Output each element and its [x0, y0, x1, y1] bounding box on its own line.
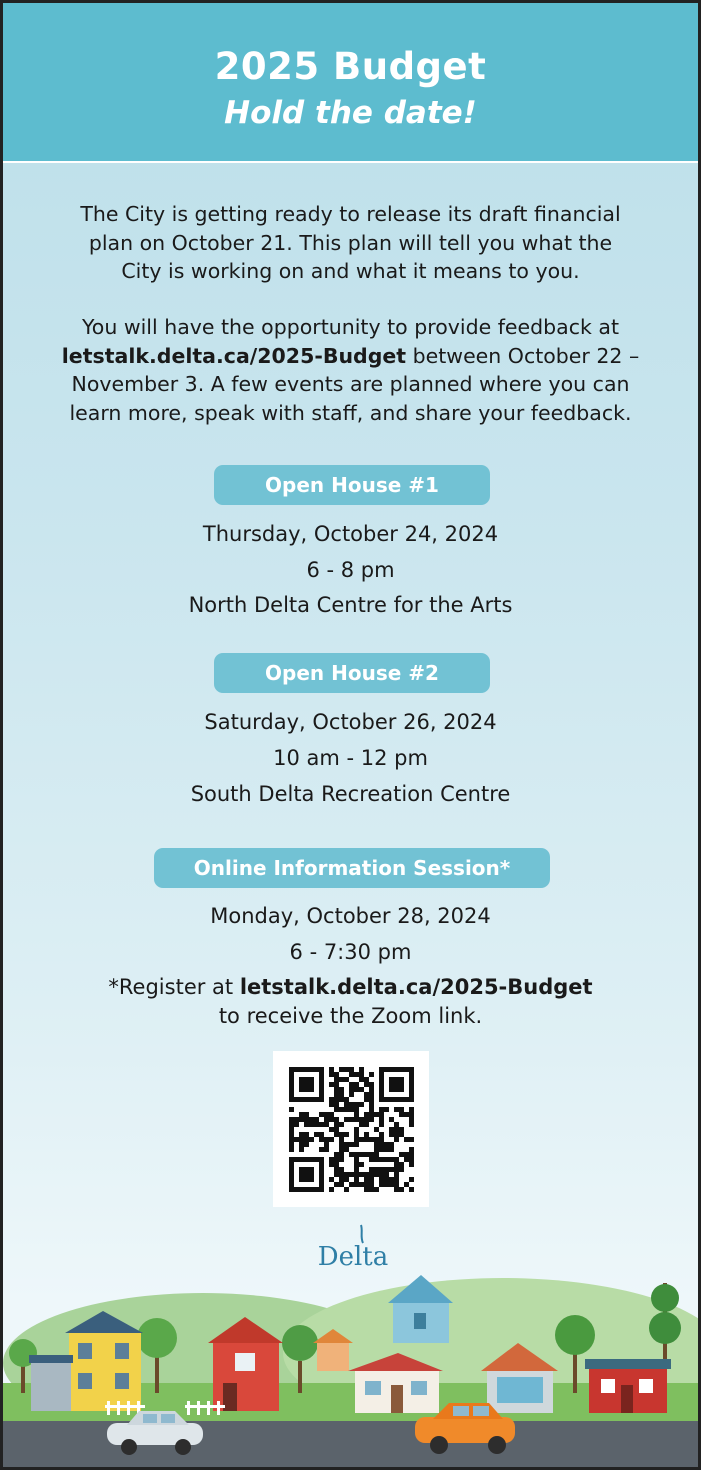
qr-module	[384, 1172, 389, 1177]
qr-module	[369, 1167, 374, 1172]
qr-module	[319, 1122, 324, 1127]
qr-code[interactable]	[273, 1051, 429, 1207]
qr-module	[384, 1177, 389, 1182]
qr-module	[374, 1157, 379, 1162]
qr-module	[409, 1157, 414, 1162]
intro-line: plan on October 21. This plan will tell you what the	[88, 230, 613, 255]
logo-text: Delta	[317, 1242, 389, 1272]
qr-module	[354, 1112, 359, 1117]
qr-code-graphic	[273, 1051, 429, 1207]
qr-module	[399, 1187, 404, 1192]
event-date: Thursday, October 24, 2024	[202, 522, 499, 546]
qr-module	[379, 1112, 384, 1117]
qr-module	[339, 1132, 344, 1137]
qr-module	[334, 1127, 339, 1132]
qr-module	[299, 1117, 304, 1122]
qr-module	[384, 1142, 389, 1147]
qr-module	[309, 1137, 314, 1142]
qr-module	[344, 1132, 349, 1137]
qr-module	[354, 1162, 359, 1167]
qr-module	[349, 1172, 354, 1177]
qr-module	[374, 1137, 379, 1142]
qr-module	[354, 1167, 359, 1172]
qr-module	[394, 1187, 399, 1192]
qr-module	[334, 1172, 339, 1177]
qr-module	[379, 1157, 384, 1162]
qr-module	[364, 1117, 369, 1122]
qr-module	[339, 1167, 344, 1172]
qr-module	[369, 1112, 374, 1117]
qr-module	[394, 1122, 399, 1127]
qr-module	[334, 1082, 339, 1087]
logo-flourish	[361, 1225, 363, 1243]
qr-module	[394, 1167, 399, 1172]
qr-module	[409, 1162, 414, 1167]
qr-module	[309, 1122, 314, 1127]
qr-module	[289, 1147, 294, 1152]
qr-module	[334, 1117, 339, 1122]
qr-module	[399, 1107, 404, 1112]
qr-module	[384, 1107, 389, 1112]
qr-module	[354, 1127, 359, 1132]
qr-module	[304, 1137, 309, 1142]
qr-module	[369, 1177, 374, 1182]
qr-module	[349, 1092, 354, 1097]
qr-module	[309, 1117, 314, 1122]
qr-module	[404, 1182, 409, 1187]
qr-module	[344, 1177, 349, 1182]
qr-module	[374, 1167, 379, 1172]
qr-module	[359, 1172, 364, 1177]
qr-module	[394, 1157, 399, 1162]
qr-module	[364, 1112, 369, 1117]
qr-module	[339, 1137, 344, 1142]
qr-module	[354, 1177, 359, 1182]
qr-module	[359, 1087, 364, 1092]
qr-module	[394, 1127, 399, 1132]
qr-module	[389, 1157, 394, 1162]
qr-module	[329, 1102, 334, 1107]
qr-module	[329, 1067, 334, 1072]
qr-module	[364, 1132, 369, 1137]
register-line	[3, 975, 698, 999]
qr-module	[289, 1107, 294, 1112]
qr-module	[394, 1137, 399, 1142]
qr-module	[314, 1117, 319, 1122]
qr-module	[334, 1182, 339, 1187]
qr-module	[339, 1142, 344, 1147]
qr-module	[329, 1177, 334, 1182]
qr-module	[359, 1117, 364, 1122]
qr-module	[329, 1112, 334, 1117]
qr-module	[374, 1187, 379, 1192]
qr-module	[334, 1097, 339, 1102]
qr-module	[329, 1082, 334, 1087]
qr-module	[369, 1087, 374, 1092]
qr-module	[379, 1142, 384, 1147]
qr-module	[389, 1132, 394, 1137]
qr-module	[344, 1067, 349, 1072]
qr-module	[364, 1077, 369, 1082]
qr-module	[329, 1072, 334, 1077]
qr-module	[374, 1127, 379, 1132]
qr-module	[369, 1172, 374, 1177]
qr-module	[344, 1102, 349, 1107]
qr-module	[339, 1067, 344, 1072]
qr-module	[369, 1092, 374, 1097]
qr-module	[289, 1122, 294, 1127]
qr-module	[374, 1152, 379, 1157]
qr-module	[369, 1107, 374, 1112]
qr-module	[359, 1182, 364, 1187]
qr-module	[319, 1132, 324, 1137]
feedback-line: You will have the opportunity to provide feedback at	[81, 315, 620, 339]
register-prefix: *Register at	[108, 975, 240, 999]
qr-module	[334, 1167, 339, 1172]
qr-module	[319, 1137, 324, 1142]
qr-module	[409, 1147, 414, 1152]
qr-module	[289, 1142, 294, 1147]
qr-module	[289, 1127, 294, 1132]
qr-module	[349, 1072, 354, 1077]
qr-module	[344, 1097, 349, 1102]
qr-module	[329, 1127, 334, 1132]
qr-module	[344, 1107, 349, 1112]
event-date: Monday, October 28, 2024	[210, 904, 491, 928]
qr-module	[409, 1122, 414, 1127]
qr-module	[409, 1137, 414, 1142]
qr-module	[364, 1172, 369, 1177]
qr-module	[304, 1142, 309, 1147]
feedback-link[interactable]: letstalk.delta.ca/2025-Budget	[61, 343, 407, 368]
intro-line: City is working on and what it means to you.	[121, 259, 580, 283]
qr-module	[299, 1112, 304, 1117]
qr-module	[329, 1097, 334, 1102]
qr-module	[369, 1097, 374, 1102]
qr-module	[369, 1102, 374, 1107]
qr-module	[409, 1117, 414, 1122]
qr-module	[289, 1117, 294, 1122]
qr-module	[339, 1087, 344, 1092]
qr-module	[359, 1067, 364, 1072]
qr-module	[319, 1112, 324, 1117]
qr-module	[324, 1142, 329, 1147]
qr-module	[339, 1172, 344, 1177]
qr-module	[319, 1147, 324, 1152]
qr-module	[364, 1092, 369, 1097]
qr-module	[354, 1157, 359, 1162]
event-time: 6 - 8 pm	[306, 558, 395, 582]
qr-module	[339, 1092, 344, 1097]
online-session-badge: Online Information Session*	[154, 848, 550, 888]
qr-module	[399, 1152, 404, 1157]
qr-module	[379, 1177, 384, 1182]
intro-line: The City is getting ready to release its draft financial	[80, 202, 621, 226]
qr-module	[294, 1137, 299, 1142]
qr-module	[349, 1152, 354, 1157]
qr-module	[354, 1142, 359, 1147]
qr-module	[369, 1137, 374, 1142]
qr-module	[364, 1097, 369, 1102]
qr-module	[349, 1082, 354, 1087]
qr-module	[374, 1112, 379, 1117]
qr-module	[339, 1157, 344, 1162]
qr-module	[409, 1107, 414, 1112]
qr-module	[324, 1137, 329, 1142]
qr-module	[329, 1162, 334, 1167]
qr-module	[339, 1182, 344, 1187]
qr-module	[364, 1177, 369, 1182]
qr-module	[359, 1077, 364, 1082]
qr-module	[339, 1122, 344, 1127]
qr-module	[364, 1182, 369, 1187]
qr-module	[334, 1162, 339, 1167]
qr-module	[399, 1127, 404, 1132]
qr-module	[349, 1087, 354, 1092]
qr-module	[324, 1117, 329, 1122]
qr-module	[329, 1137, 334, 1142]
qr-module	[354, 1152, 359, 1157]
qr-module	[339, 1147, 344, 1152]
qr-module	[354, 1087, 359, 1092]
qr-module	[354, 1072, 359, 1077]
qr-module	[354, 1117, 359, 1122]
qr-module	[374, 1172, 379, 1177]
qr-module	[354, 1107, 359, 1112]
qr-module	[369, 1117, 374, 1122]
qr-module	[329, 1117, 334, 1122]
qr-module	[334, 1132, 339, 1137]
qr-module	[389, 1182, 394, 1187]
qr-module	[334, 1092, 339, 1097]
neighborhood-illustration	[3, 1243, 698, 1467]
qr-module	[314, 1122, 319, 1127]
qr-module	[379, 1167, 384, 1172]
road	[3, 1421, 698, 1467]
open-house-2-badge: Open House #2	[214, 653, 490, 693]
feedback-line	[33, 342, 668, 371]
open-house-1-badge: Open House #1	[214, 465, 490, 505]
qr-module	[394, 1182, 399, 1187]
qr-module	[299, 1137, 304, 1142]
qr-module	[379, 1182, 384, 1187]
qr-module	[294, 1122, 299, 1127]
qr-module	[389, 1147, 394, 1152]
qr-module	[354, 1137, 359, 1142]
qr-module	[394, 1132, 399, 1137]
page-subtitle: Hold the date!	[224, 95, 477, 131]
qr-module	[384, 1147, 389, 1152]
qr-module	[354, 1082, 359, 1087]
event-location: North Delta Centre for the Arts	[188, 593, 513, 617]
qr-module	[389, 1077, 404, 1092]
qr-module	[354, 1172, 359, 1177]
qr-module	[389, 1177, 394, 1182]
register-line-2: to receive the Zoom link.	[218, 1004, 483, 1028]
qr-module	[359, 1102, 364, 1107]
qr-module	[324, 1147, 329, 1152]
qr-module	[339, 1107, 344, 1112]
qr-module	[374, 1147, 379, 1152]
qr-module	[344, 1117, 349, 1122]
qr-module	[299, 1167, 314, 1182]
qr-module	[369, 1182, 374, 1187]
qr-module	[344, 1077, 349, 1082]
qr-module	[289, 1132, 294, 1137]
qr-module	[344, 1187, 349, 1192]
event-time: 6 - 7:30 pm	[289, 940, 412, 964]
qr-module	[369, 1082, 374, 1087]
qr-module	[329, 1157, 334, 1162]
qr-module	[399, 1167, 404, 1172]
feedback-line: learn more, speak with staff, and share your feedback.	[69, 400, 632, 425]
qr-module	[339, 1097, 344, 1102]
qr-module	[379, 1132, 384, 1137]
qr-module	[349, 1102, 354, 1107]
qr-module	[299, 1142, 304, 1147]
qr-module	[379, 1107, 384, 1112]
qr-module	[329, 1187, 334, 1192]
qr-module	[349, 1117, 354, 1122]
qr-module	[364, 1122, 369, 1127]
qr-module	[404, 1152, 409, 1157]
qr-module	[404, 1157, 409, 1162]
qr-module	[334, 1122, 339, 1127]
qr-module	[359, 1137, 364, 1142]
qr-module	[364, 1187, 369, 1192]
qr-module	[359, 1162, 364, 1167]
feedback-line-rest: between October 22 –	[406, 343, 640, 368]
qr-module	[359, 1072, 364, 1077]
qr-module	[409, 1152, 414, 1157]
qr-module	[359, 1152, 364, 1157]
qr-module	[299, 1077, 314, 1092]
header-banner	[3, 3, 698, 163]
qr-module	[344, 1142, 349, 1147]
qr-module	[394, 1162, 399, 1167]
house-icon	[585, 1359, 671, 1413]
qr-module	[304, 1112, 309, 1117]
qr-module	[389, 1142, 394, 1147]
qr-module	[299, 1147, 304, 1152]
page-title: 2025 Budget	[214, 45, 487, 88]
qr-module	[409, 1177, 414, 1182]
qr-module	[299, 1132, 304, 1137]
qr-module	[354, 1132, 359, 1137]
qr-module	[389, 1127, 394, 1132]
qr-module	[409, 1187, 414, 1192]
qr-module	[369, 1152, 374, 1157]
qr-module	[379, 1147, 384, 1152]
qr-module	[304, 1122, 309, 1127]
qr-module	[294, 1117, 299, 1122]
qr-module	[339, 1177, 344, 1182]
qr-module	[369, 1187, 374, 1192]
qr-module	[394, 1172, 399, 1177]
qr-module	[404, 1112, 409, 1117]
qr-module	[364, 1137, 369, 1142]
qr-module	[334, 1152, 339, 1157]
event-time: 10 am - 12 pm	[273, 746, 428, 770]
qr-module	[394, 1107, 399, 1112]
intro-paragraph	[33, 200, 668, 286]
qr-module	[379, 1137, 384, 1142]
qr-module	[374, 1142, 379, 1147]
feedback-line: November 3. A few events are planned where you can	[71, 372, 630, 396]
qr-module	[339, 1152, 344, 1157]
qr-module	[324, 1112, 329, 1117]
qr-module	[409, 1112, 414, 1117]
qr-module	[364, 1152, 369, 1157]
qr-module	[349, 1182, 354, 1187]
feedback-paragraph	[33, 313, 668, 427]
qr-module	[389, 1117, 394, 1122]
qr-module	[349, 1067, 354, 1072]
qr-module	[384, 1182, 389, 1187]
qr-module	[339, 1077, 344, 1082]
qr-module	[349, 1107, 354, 1112]
qr-module	[404, 1137, 409, 1142]
qr-module	[304, 1132, 309, 1137]
qr-module	[379, 1122, 384, 1127]
register-link[interactable]: letstalk.delta.ca/2025-Budget	[239, 975, 593, 999]
qr-module	[344, 1172, 349, 1177]
qr-module	[334, 1107, 339, 1112]
qr-module	[289, 1137, 294, 1142]
qr-module	[334, 1077, 339, 1082]
qr-module	[314, 1132, 319, 1137]
qr-module	[354, 1102, 359, 1107]
event-date: Saturday, October 26, 2024	[204, 710, 497, 734]
qr-module	[399, 1162, 404, 1167]
qr-module	[399, 1112, 404, 1117]
qr-module	[384, 1167, 389, 1172]
qr-module	[324, 1122, 329, 1127]
qr-module	[389, 1167, 394, 1172]
qr-module	[334, 1072, 339, 1077]
qr-module	[379, 1172, 384, 1177]
qr-module	[304, 1117, 309, 1122]
qr-module	[384, 1157, 389, 1162]
qr-module	[334, 1157, 339, 1162]
qr-module	[344, 1147, 349, 1152]
qr-module	[394, 1177, 399, 1182]
event-location: South Delta Recreation Centre	[190, 782, 511, 806]
qr-module	[359, 1122, 364, 1127]
qr-module	[369, 1072, 374, 1077]
qr-module	[334, 1102, 339, 1107]
qr-module	[334, 1087, 339, 1092]
qr-module	[349, 1142, 354, 1147]
qr-module	[379, 1117, 384, 1122]
qr-module	[354, 1182, 359, 1187]
qr-module	[364, 1082, 369, 1087]
qr-module	[369, 1157, 374, 1162]
qr-module	[399, 1132, 404, 1137]
